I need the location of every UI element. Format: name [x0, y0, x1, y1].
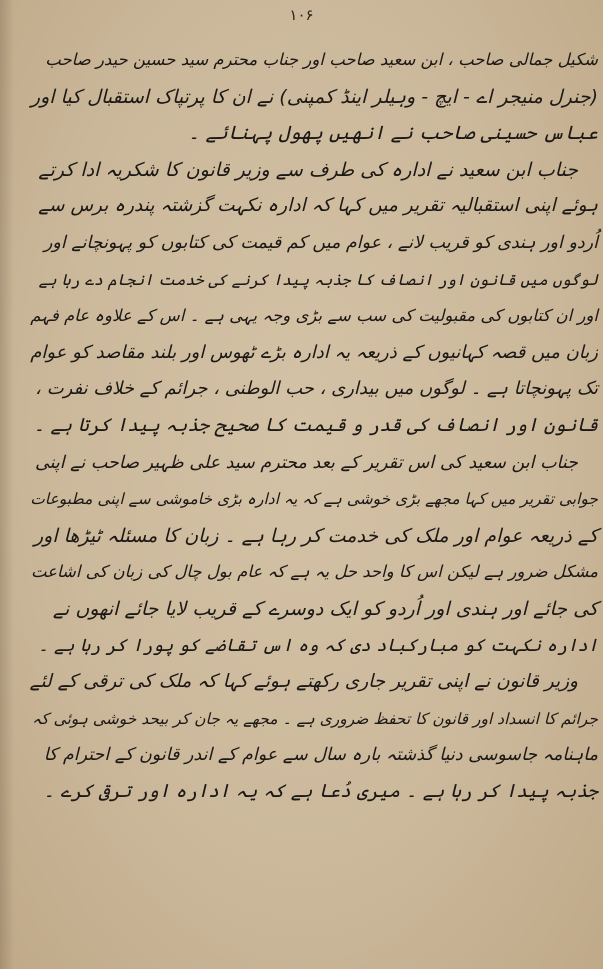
text-line: مشکل ضرور ہے لیکن اس کا واحد حل یہ ہے کہ عام بول چال کی زبان کی اشاعت	[30, 562, 598, 582]
text-line: اور ان کتابوں کی مقبولیت کی سب سے بڑی وجہ یہی ہے ۔ اس کے علاوہ عام فہم	[30, 306, 598, 326]
text-line: زبان میں قصہ کہانیوں کے ذریعہ یہ ادارہ بڑے ٹھوس اور بلند مقاصد کو عوام	[30, 341, 598, 363]
text-line: ادارہ نکہت کو مبارکباد دی کہ وہ اس تقاضے کو پورا کر رہا ہے ۔	[38, 635, 598, 656]
text-line: ماہنامہ جاسوسی دنیا گذشتہ بارہ سال سے عوام کے اندر قانون کے احترام کا	[43, 745, 598, 766]
text-line: جناب ابن سعید کی اس تقریر کے بعد محترم سید علی ظہیر صاحب نے اپنی	[35, 452, 578, 473]
text-line: اُردو اور ہندی کو قریب لانے ، عوام میں کم قیمت کی کتابوں کو پہونچانے اور	[43, 232, 598, 253]
text-line: ہوئے اپنی استقبالیہ تقریر میں کہا کہ ادارہ نکہت گزشتہ پندرہ برس سے	[38, 195, 598, 217]
text-line: قانون اور انصاف کی قدر و قیمت کا صحیح جذبہ پیدا کرتا ہے ۔	[33, 414, 598, 436]
text-line: جوابی تقریر میں کہا مجھے بڑی خوشی ہے کہ یہ ادارہ بڑی خاموشی سے اپنی مطبوعات	[30, 490, 598, 509]
text-line: کی جائے اور ہندی اور اُردو کو ایک دوسرے کے قریب لایا جائے انھوں نے	[52, 597, 598, 620]
text-line: جذبہ پیدا کر رہا ہے ۔ میری دُعا ہے کہ یہ ادارہ اور ترقی کرے ۔	[43, 780, 598, 802]
text-line: وزیر قانون نے اپنی تقریر جاری رکھتے ہوئے کہا کہ ملک کی ترقی کے لئے	[29, 671, 578, 693]
page-body	[30, 42, 598, 810]
text-line: لوگوں میں قانون اور انصاف کا جذبہ پیدا کرنے کی خدمت انجام دے رہا ہے	[38, 270, 598, 289]
text-line: عباس حسینی صاحب نے انھیں پھول پہنائے ۔	[188, 122, 598, 145]
page-fold-shadow	[0, 0, 14, 969]
page-number: ۱۰۶	[289, 6, 314, 24]
text-line: (جنرل منیجر اے - ایچ - وہیلر اینڈ کمپنی) نے ان کا پرتپاک استقبال کیا اور	[30, 85, 598, 108]
text-line: جناب ابن سعید نے ادارہ کی طرف سے وزیر قانون کا شکریہ ادا کرتے	[38, 158, 578, 181]
text-line: جرائم کا انسداد اور قانون کا تحفظ ضروری ہے ۔ مجھے یہ جان کر بیحد خوشی ہوئی کہ	[32, 709, 598, 728]
text-line: شکیل جمالی صاحب ، ابن سعید صاحب اور جناب محترم سید حسین حیدر صاحب	[45, 50, 598, 69]
text-line: کے ذریعہ عوام اور ملک کی خدمت کر رہا ہے ۔ زبان کا مسئلہ ٹیڑھا اور	[33, 524, 598, 547]
text-line: تک پہونچاتا ہے ۔ لوگوں میں بیداری ، حب الوطنی ، جرائم کے خلاف نفرت ،	[35, 378, 598, 400]
